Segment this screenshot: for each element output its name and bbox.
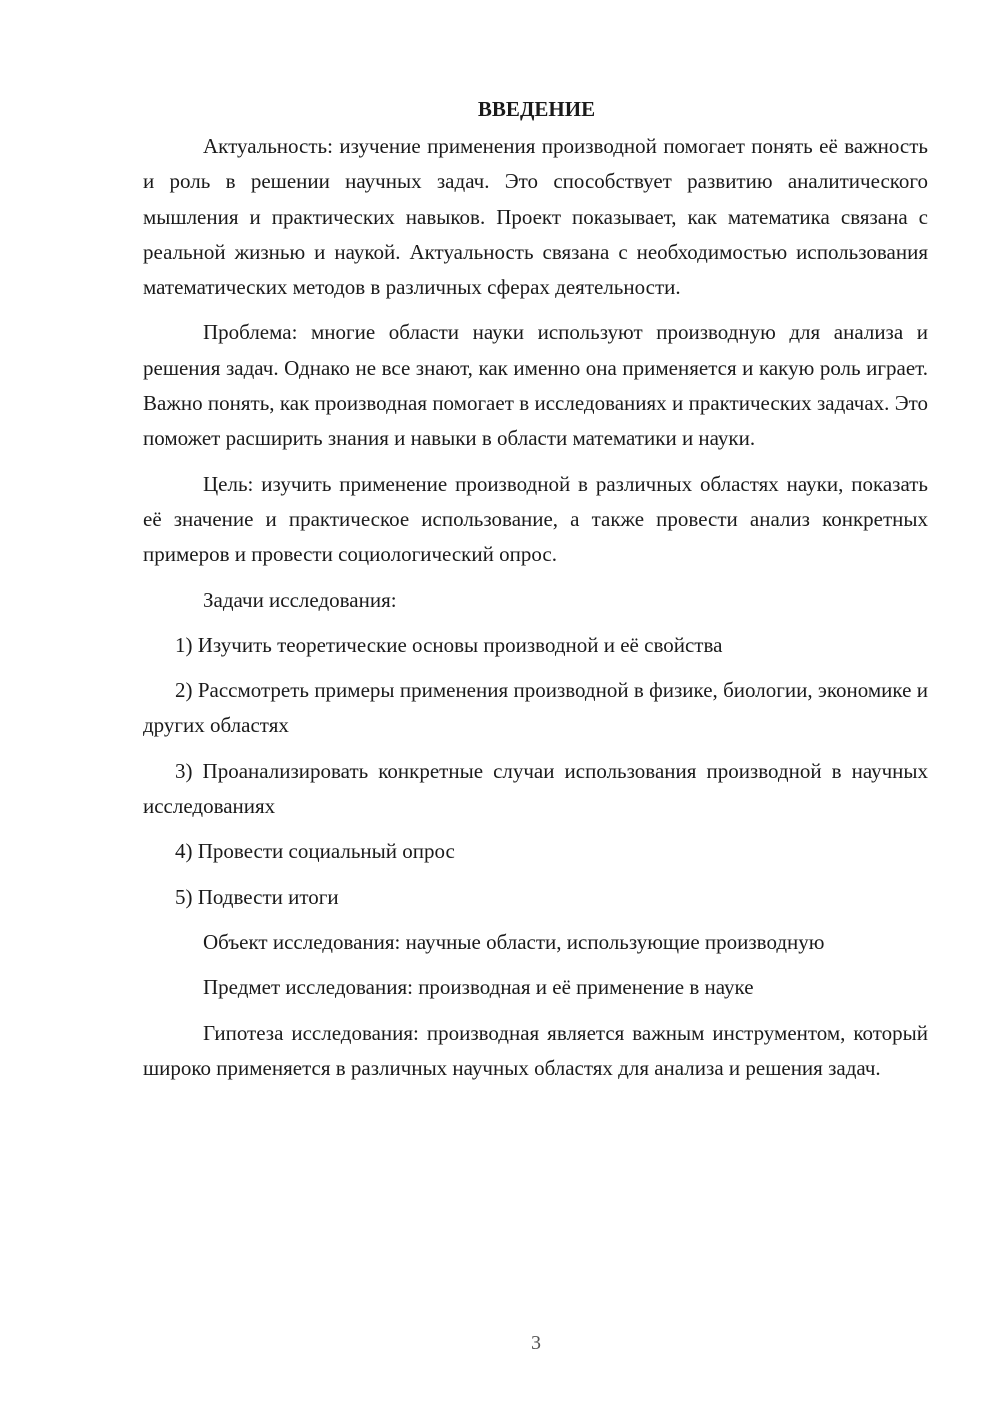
goal-paragraph: Цель: изучить применение производной в различных областях науки, показать её значение и практическое использование, а также провести анализ конкретных примеров и провести социологический опрос. — [143, 471, 928, 567]
tasks-heading: Задачи исследования: — [203, 587, 397, 612]
page-number: 3 — [531, 1332, 541, 1354]
object-paragraph: Объект исследования: научные области, использующие производную — [203, 929, 825, 954]
document-page — [143, 92, 928, 1096]
hypothesis-paragraph: Гипотеза исследования: производная является важным инструментом, который широко применяется в различных научных областях для анализа и решения задач. — [143, 1020, 928, 1080]
relevance-paragraph: Актуальность: изучение применения производной помогает понять её важность и роль в решении научных задач. Это способствует развитию аналитического мышления и практических навыков. Проект показывает, как математика связана с реальной жизнью и наукой. Актуальность связана с необходимостью использования математических методов в различных сферах деятельности. — [143, 134, 928, 300]
task-item-5: 5) Подвести итоги — [175, 884, 339, 909]
task-item-3: 3) Проанализировать конкретные случаи использования производной в научных исследованиях — [143, 758, 928, 819]
problem-paragraph: Проблема: многие области науки используют производную для анализа и решения задач. Однако не все знают, как именно она применяется и какую роль играет. Важно понять, как производная помогает в исследованиях и практических задачах. Это поможет расширить знания и навыки в области математики и науки. — [143, 320, 928, 451]
task-item-2: 2) Рассмотреть примеры применения производной в физике, биологии, экономике и других областях — [143, 678, 928, 738]
page-title: ВВЕДЕНИЕ — [477, 97, 596, 121]
subject-paragraph: Предмет исследования: производная и её применение в науке — [203, 975, 754, 1000]
task-item-4: 4) Провести социальный опрос — [175, 839, 455, 864]
task-item-1: 1) Изучить теоретические основы производной и её свойства — [175, 632, 723, 657]
